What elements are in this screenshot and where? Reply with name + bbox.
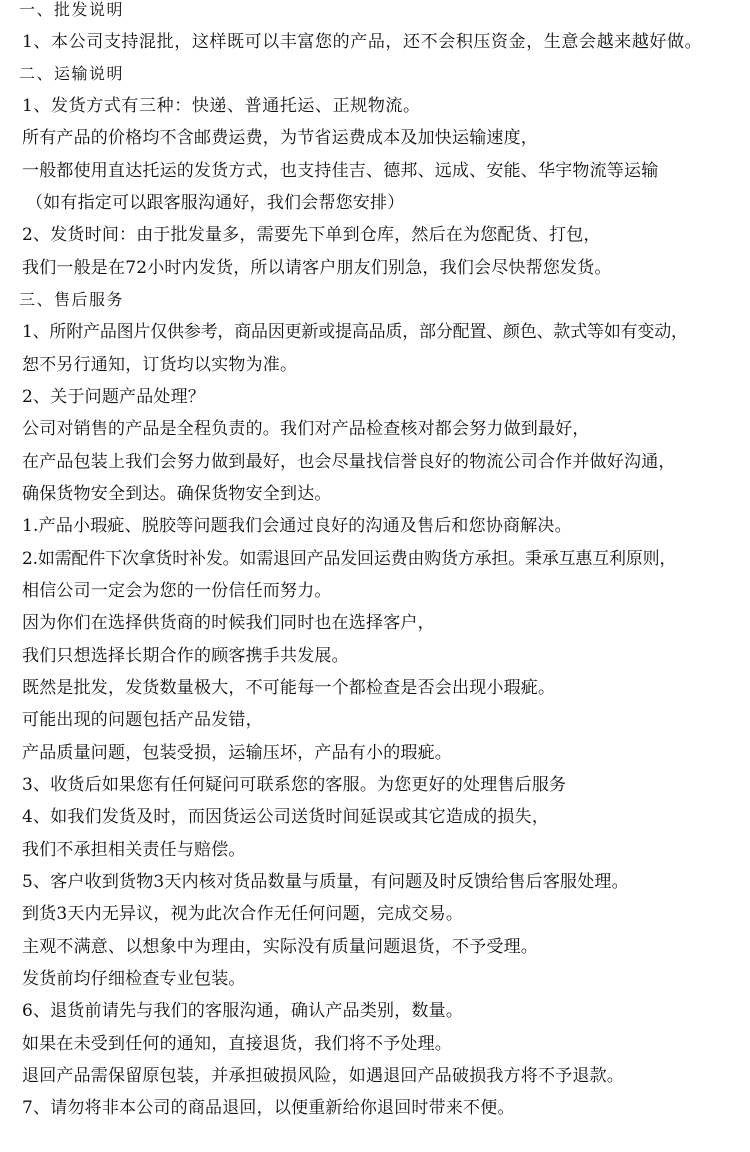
text-line: 我们一般是在72小时内发货，所以请客户朋友们别急，我们会尽快帮您发货。: [22, 258, 612, 278]
text-line: 2.如需配件下次拿货时补发。如需退回产品发回运费由购货方承担。秉承互惠互利原则，: [22, 549, 677, 569]
text-line: 1、发货方式有三种：快递、普通托运、正规物流。: [22, 96, 421, 116]
text-line: 发货前均仔细检查专业包装。: [22, 969, 246, 989]
text-line: 可能出现的问题包括产品发错，: [22, 710, 263, 730]
text-line: 确保货物安全到达。确保货物安全到达。: [22, 484, 332, 504]
section-heading-shipping: 二、运输说明: [19, 64, 125, 83]
text-line: （如有指定可以跟客服沟通好，我们会帮您安排）: [26, 193, 405, 213]
text-line: 我们只想选择长期合作的顾客携手共发展。: [22, 646, 349, 666]
text-line: 在产品包装上我们会努力做到最好，也会尽量找信誉良好的物流公司合作并做好沟通，: [22, 452, 676, 472]
text-line: 如果在未受到任何的通知，直接退货，我们将不予处理。: [22, 1034, 452, 1054]
text-line: 退回产品需保留原包装，并承担破损风险，如遇退回产品破损我方将不予退款。: [22, 1066, 624, 1086]
text-line: 因为你们在选择供货商的时候我们同时也在选择客户，: [22, 613, 435, 633]
text-line: 1.产品小瑕疵、脱胶等问题我们会通过良好的沟通及售后和您协商解决。: [22, 516, 572, 536]
text-line: 既然是批发，发货数量极大，不可能每一个都检查是否会出现小瑕疵。: [22, 678, 556, 698]
text-line: 7、请勿将非本公司的商品退回，以便重新给你退回时带来不便。: [22, 1098, 515, 1118]
text-line: 5、客户收到货物3天内核对货品数量与质量，有问题及时反馈给售后客服处理。: [22, 872, 629, 892]
text-line: 2、发货时间：由于批发量多，需要先下单到仓库，然后在为您配货、打包，: [22, 225, 601, 245]
text-line: 主观不满意、以想象中为理由，实际没有质量问题退货，不予受理。: [22, 937, 538, 957]
text-line: 3、收货后如果您有任何疑问可联系您的客服。为您更好的处理售后服务: [22, 775, 567, 795]
text-line: 产品质量问题，包装受损，运输压坏，产品有小的瑕疵。: [22, 743, 452, 763]
text-line: 所有产品的价格均不含邮费运费，为节省运费成本及加快运输速度，: [22, 128, 538, 148]
text-line: 6、退货前请先与我们的客服沟通，确认产品类别，数量。: [22, 1001, 464, 1021]
section-heading-after-sales: 三、售后服务: [19, 290, 125, 309]
text-line: 一般都使用直达托运的发货方式，也支持佳吉、德邦、远成、安能、华宇物流等运输: [22, 161, 659, 181]
text-line: 恕不另行通知，订货均以实物为准。: [22, 355, 298, 375]
text-line: 1、所附产品图片仅供参考，商品因更新或提高品质，部分配置、颜色、款式等如有变动，: [22, 322, 688, 342]
text-line: 到货3天内无异议，视为此次合作无任何问题，完成交易。: [22, 904, 464, 924]
section-heading-wholesale: 一、批发说明: [19, 0, 125, 19]
text-line: 1、本公司支持混批，这样既可以丰富您的产品，还不会积压资金，生意会越来越好做。: [22, 32, 703, 52]
text-line: 我们不承担相关责任与赔偿。: [22, 840, 246, 860]
text-line: 公司对销售的产品是全程负责的。我们对产品检查核对都会努力做到最好，: [22, 419, 590, 439]
text-line: 4、如我们发货及时，而因货运公司送货时间延误或其它造成的损失，: [22, 807, 550, 827]
text-line: 2、关于问题产品处理？: [22, 387, 206, 407]
text-line: 相信公司一定会为您的一份信任而努力。: [22, 581, 332, 601]
